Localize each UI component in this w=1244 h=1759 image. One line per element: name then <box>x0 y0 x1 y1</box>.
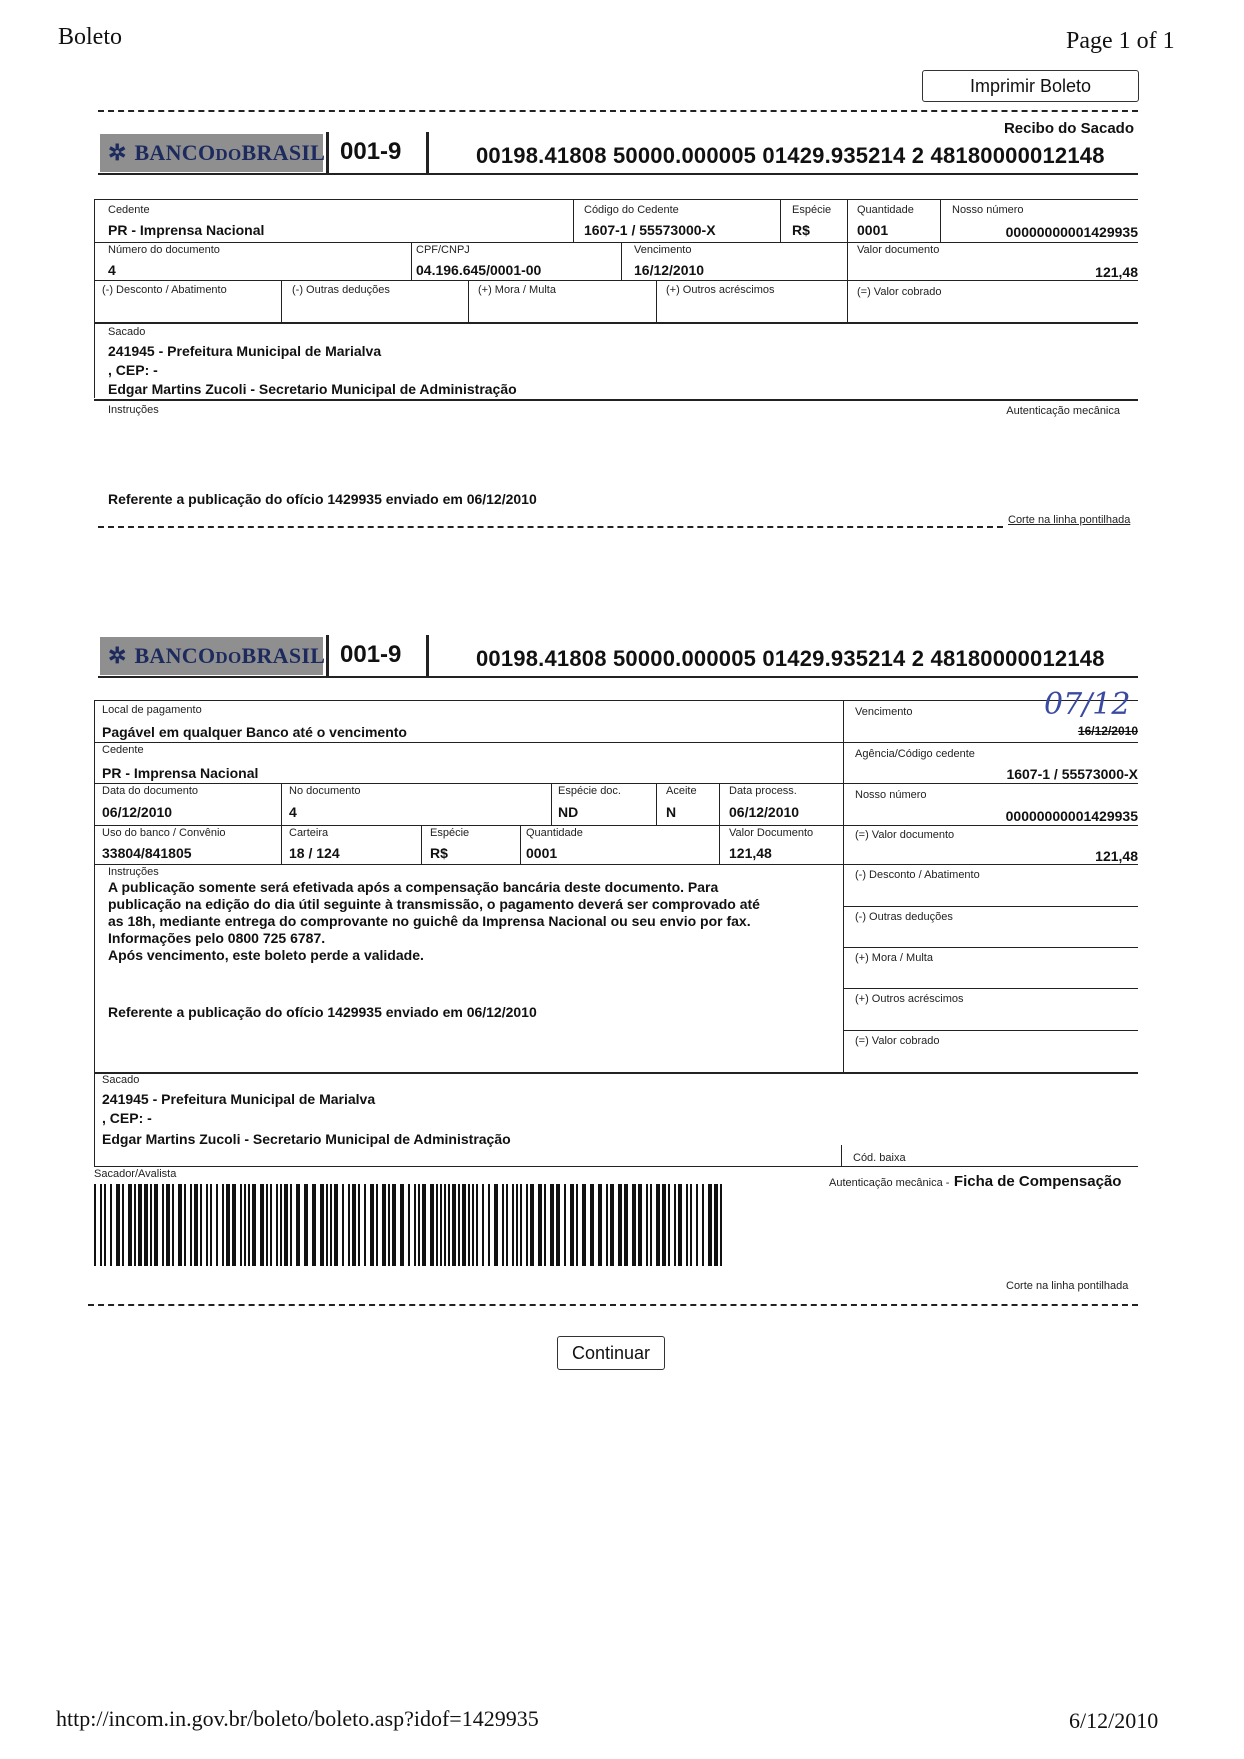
rule <box>281 280 282 322</box>
rule <box>421 825 422 864</box>
bank-logo-icon: ✲ <box>108 643 127 668</box>
data-process-value: 06/12/2010 <box>729 804 800 820</box>
instructions-text <box>108 879 760 964</box>
cedente-label: Cedente <box>108 204 150 216</box>
sacado-line1: 241945 - Prefeitura Municipal de Marialva <box>108 343 382 359</box>
corte-label: Corte na linha pontilhada <box>1008 514 1131 526</box>
sacado-line3: Edgar Martins Zucoli - Secretario Municipal de Administração <box>102 1131 511 1147</box>
vencimento-value: 16/12/2010 <box>634 262 705 278</box>
rule <box>94 864 843 865</box>
instr-line: publicação na edição do dia útil seguinte à transmissão, o pagamento deverá ser comprovado até <box>108 896 760 912</box>
rule <box>656 783 657 825</box>
aceite-label: Aceite <box>666 785 697 797</box>
cedente-value: PR - Imprensa Nacional <box>108 222 265 238</box>
rule <box>94 1166 1138 1167</box>
sacado-label: Sacado <box>102 1074 140 1086</box>
local-pagamento-label: Local de pagamento <box>102 704 202 716</box>
bank-logo <box>100 134 326 172</box>
valor-cobrado-label: (=) Valor cobrado <box>857 286 942 298</box>
corte-label: Corte na linha pontilhada <box>1006 1280 1129 1292</box>
quantidade-value: 0001 <box>857 222 889 238</box>
instr-line: Após vencimento, este boleto perde a validade. <box>108 947 424 963</box>
rule <box>468 280 469 322</box>
valor-cobrado-label: (=) Valor cobrado <box>855 1035 940 1047</box>
rule <box>94 199 1138 200</box>
bank-code: 001-9 <box>340 138 402 165</box>
sacado-line2: , CEP: - <box>108 362 158 378</box>
nosso-numero-label: Nosso número <box>952 204 1024 216</box>
especie-doc-label: Espécie doc. <box>558 785 621 797</box>
desconto-label: (-) Desconto / Abatimento <box>102 284 227 296</box>
receipt-title: Recibo do Sacado <box>1003 120 1134 137</box>
digitable-line: 00198.41808 50000.000005 01429.935214 2 48180000012148 <box>476 646 1105 671</box>
autenticacao-label: Autenticação mecânica <box>1006 405 1120 417</box>
rule <box>621 242 622 280</box>
uso-banco-label: Uso do banco / Convênio <box>102 827 226 839</box>
agencia-value: 1607-1 / 55573000-X <box>1006 766 1138 782</box>
carteira-value: 18 / 124 <box>289 845 340 861</box>
rule <box>94 199 95 322</box>
cedente-value: PR - Imprensa Nacional <box>102 765 259 781</box>
sacado-line3: Edgar Martins Zucoli - Secretario Municipal de Administração <box>108 381 517 397</box>
nosso-numero-label: Nosso número <box>855 789 927 801</box>
numero-documento-label: Número do documento <box>108 244 220 256</box>
rule <box>940 199 941 242</box>
valor-documento-value: 121,48 <box>1095 264 1138 280</box>
sacador-label: Sacador/Avalista <box>94 1168 177 1180</box>
nosso-numero-value: 00000000001429935 <box>1005 224 1138 240</box>
rule <box>94 825 843 826</box>
rule <box>843 988 1138 989</box>
rule <box>843 1030 1138 1031</box>
sacado-line1: 241945 - Prefeitura Municipal de Marialva <box>102 1091 376 1107</box>
instrucoes-label: Instruções <box>108 866 159 878</box>
instr-line: A publicação somente será efetivada após a compensação bancária deste documento. Para <box>108 879 719 895</box>
outras-deducoes-label: (-) Outras deduções <box>855 911 953 923</box>
ficha-title: Ficha de Compensação <box>953 1173 1122 1190</box>
footer-date: 6/12/2010 <box>1069 1708 1159 1733</box>
quantidade-label: Quantidade <box>526 827 583 839</box>
rule <box>94 1072 1138 1074</box>
data-documento-label: Data do documento <box>102 785 199 797</box>
rule <box>843 906 1138 907</box>
especie-doc-value: ND <box>558 804 579 820</box>
rule <box>411 242 412 280</box>
outros-acrescimos-label: (+) Outros acréscimos <box>666 284 775 296</box>
aceite-value: N <box>666 804 677 820</box>
continue-button[interactable]: Continuar <box>557 1336 665 1370</box>
vencimento-label: Vencimento <box>634 244 692 256</box>
rule <box>551 783 552 825</box>
rule <box>573 199 574 242</box>
especie-label: Espécie <box>792 204 832 216</box>
referente-text: Referente a publicação do ofício 1429935 enviado em 06/12/2010 <box>108 491 537 507</box>
rule <box>847 199 848 322</box>
rule <box>841 1145 842 1167</box>
cut-line <box>88 1304 1138 1306</box>
rule <box>719 825 720 864</box>
valor-documento-value: 121,48 <box>1095 848 1138 864</box>
rule <box>94 322 1138 324</box>
sacado-line2: , CEP: - <box>102 1110 152 1126</box>
rule <box>94 700 1138 701</box>
rule <box>843 864 1138 865</box>
autenticacao-area <box>829 1173 1121 1191</box>
rule <box>843 700 844 1074</box>
cpf-cnpj-label: CPF/CNPJ <box>416 244 470 256</box>
code-divider <box>426 132 429 174</box>
valor-doc-small-value: 121,48 <box>729 845 772 861</box>
rule <box>94 700 95 1074</box>
rule <box>520 825 521 864</box>
valor-documento-label: (=) Valor documento <box>855 829 955 841</box>
bank-logo <box>100 637 326 675</box>
rule <box>94 280 1138 281</box>
top-cut-line <box>98 110 1138 112</box>
codigo-cedente-label: Código do Cedente <box>584 204 679 216</box>
cedente-label: Cedente <box>102 744 144 756</box>
rule <box>94 242 1138 243</box>
outras-deducoes-label: (-) Outras deduções <box>292 284 390 296</box>
quantidade-label: Quantidade <box>857 204 914 216</box>
header-underline <box>98 173 1138 175</box>
valor-documento-label: Valor documento <box>857 244 940 256</box>
rule <box>843 742 1138 743</box>
numero-documento-value: 4 <box>108 262 116 278</box>
especie-label: Espécie <box>430 827 470 839</box>
cod-baixa-label: Cód. baixa <box>853 1152 906 1164</box>
logo-divider <box>326 132 329 174</box>
no-documento-label: No documento <box>289 785 361 797</box>
bank-name: BANCODOBRASIL <box>134 140 326 165</box>
header-underline <box>98 676 1138 678</box>
quantidade-value: 0001 <box>526 845 558 861</box>
especie-value: R$ <box>430 845 448 861</box>
logo-divider <box>326 635 329 677</box>
print-boleto-button[interactable]: Imprimir Boleto <box>922 70 1139 102</box>
agencia-label: Agência/Código cedente <box>855 748 975 760</box>
cpf-cnpj-value: 04.196.645/0001-00 <box>416 262 542 278</box>
local-pagamento-value: Pagável em qualquer Banco até o vencimento <box>102 724 407 740</box>
cut-line <box>98 526 1003 528</box>
carteira-label: Carteira <box>289 827 329 839</box>
rule <box>281 783 282 825</box>
data-process-label: Data process. <box>729 785 797 797</box>
rule <box>656 280 657 322</box>
vencimento-handwritten: 07/12 <box>1044 687 1131 722</box>
rule <box>843 825 1138 826</box>
especie-value: R$ <box>792 222 810 238</box>
rule <box>843 947 1138 948</box>
data-documento-value: 06/12/2010 <box>102 804 173 820</box>
rule <box>281 825 282 864</box>
valor-doc-small-label: Valor Documento <box>729 827 814 839</box>
footer-url: http://incom.in.gov.br/boleto/boleto.asp?idof=1429935 <box>56 1706 539 1731</box>
barcode <box>94 1184 728 1266</box>
no-documento-value: 4 <box>289 804 297 820</box>
mora-label: (+) Mora / Multa <box>478 284 556 296</box>
uso-banco-value: 33804/841805 <box>102 845 192 861</box>
rule <box>719 783 720 825</box>
instrucoes-label: Instruções <box>108 404 159 416</box>
mora-label: (+) Mora / Multa <box>855 952 933 964</box>
desconto-label: (-) Desconto / Abatimento <box>855 869 980 881</box>
sacado-label: Sacado <box>108 326 146 338</box>
bank-name: BANCODOBRASIL <box>134 643 326 668</box>
codigo-cedente-value: 1607-1 / 55573000-X <box>584 222 716 238</box>
page-title: Boleto <box>58 24 122 50</box>
rule <box>780 199 781 242</box>
rule <box>94 1072 95 1167</box>
rule <box>94 742 843 743</box>
rule <box>94 322 95 398</box>
vencimento-struck: 16/12/2010 <box>1077 724 1138 738</box>
rule <box>843 783 1138 784</box>
autenticacao-label: Autenticação mecânica - <box>829 1177 950 1189</box>
instr-line: Informações pelo 0800 725 6787. <box>108 930 326 946</box>
code-divider <box>426 635 429 677</box>
instr-line: as 18h, mediante entrega do comprovante no guichê da Imprensa Nacional ou seu envio por fax. <box>108 913 751 929</box>
vencimento-label: Vencimento <box>855 706 913 718</box>
rule <box>94 783 843 784</box>
bank-logo-icon: ✲ <box>108 140 127 165</box>
page-number: Page 1 of 1 <box>1066 28 1175 54</box>
digitable-line: 00198.41808 50000.000005 01429.935214 2 48180000012148 <box>476 143 1105 168</box>
referente-text: Referente a publicação do ofício 1429935 enviado em 06/12/2010 <box>108 1004 537 1020</box>
nosso-numero-value: 00000000001429935 <box>1005 808 1138 824</box>
bank-code: 001-9 <box>340 641 402 668</box>
outros-acrescimos-label: (+) Outros acréscimos <box>855 993 964 1005</box>
rule <box>94 399 1138 401</box>
